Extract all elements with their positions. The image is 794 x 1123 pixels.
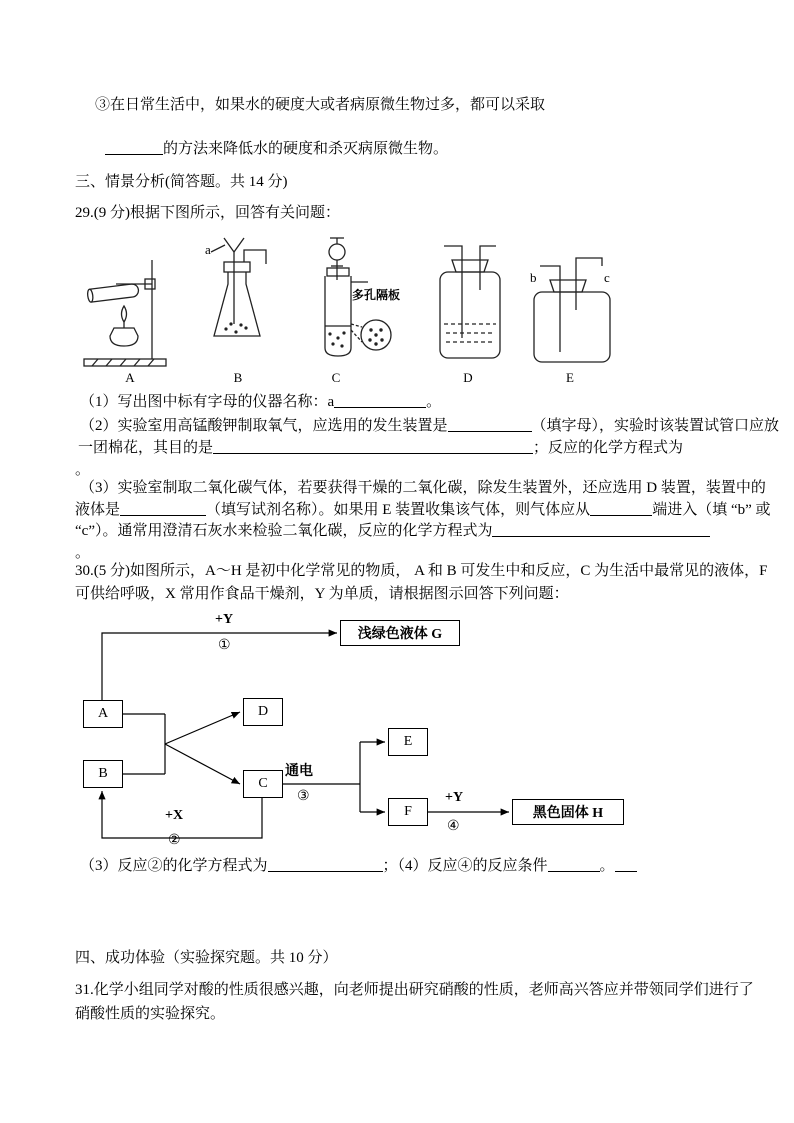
- flow-box-C-label: C: [258, 776, 268, 791]
- flow-label-step4: ④: [447, 819, 460, 834]
- q29-part1-period: 。: [426, 394, 442, 410]
- answer-blank: [213, 439, 533, 454]
- q31-line2: [75, 1004, 225, 1024]
- q29-part1: [80, 392, 441, 412]
- flow-box-D-label: D: [257, 704, 269, 719]
- answer-blank: [590, 501, 652, 516]
- q30-part4-text: ；（4）反应④的反应条件: [382, 858, 548, 874]
- answer-blank: [548, 857, 600, 872]
- flow-box-G-label: 浅绿色液体 G: [357, 627, 443, 642]
- q29-part2-line2: [78, 438, 683, 458]
- intro-line-1: [95, 95, 545, 115]
- q30-stem-line1: [75, 561, 768, 581]
- q29-part2-text-c: 一团棉花，其目的是: [78, 440, 214, 456]
- flow-box-H-label: 黑色固体 H: [532, 806, 604, 821]
- apparatus-label-C: C: [331, 370, 341, 385]
- section4-heading: [75, 948, 338, 968]
- answer-blank: [492, 522, 710, 537]
- apparatus-label-B: B: [233, 370, 243, 385]
- apparatus-label-A: A: [125, 370, 135, 385]
- flow-box-D: [243, 698, 283, 726]
- answer-blank: [334, 393, 426, 408]
- apparatus-d-drawing: [440, 246, 500, 358]
- apparatus-label-D: D: [463, 370, 473, 385]
- section4-title: 四、成功体验（实验探究题。共 10 分）: [75, 950, 338, 966]
- q29-part3-text-c: （填写试剂名称）。如果用 E 装置收集该气体，则气体应从: [206, 502, 591, 518]
- flow-box-B: [83, 760, 123, 788]
- flow-label-step1: ①: [218, 638, 231, 653]
- apparatus-label-E: E: [566, 370, 574, 385]
- flow-box-G: [340, 620, 460, 646]
- q30-stem-text-2: 可供给呼吸，X 常用作食品干燥剂，Y 为单质，请根据图示回答下列问题：: [75, 586, 569, 602]
- q29-part2-period: 。: [75, 462, 91, 478]
- q29-part3-line4: [75, 543, 90, 563]
- answer-blank: [615, 857, 637, 872]
- answer-blank: [448, 417, 532, 432]
- q30-part34: [80, 856, 637, 876]
- q29-part2-line3: [75, 460, 90, 480]
- label-b: b: [530, 270, 537, 285]
- porous-plate-label: 多孔隔板: [351, 288, 401, 302]
- flow-box-A-label: A: [97, 706, 109, 721]
- flow-box-E: [388, 728, 428, 756]
- q29-part2-text-d: ；反应的化学方程式为: [533, 440, 684, 456]
- flow-box-B-label: B: [98, 766, 108, 781]
- apparatus-a-drawing: [84, 260, 166, 366]
- q29-part1-text: （1）写出图中标有字母的仪器名称：a: [80, 394, 335, 410]
- q29-part3-text-e: “c”）。通常用澄清石灰水来检验二氧化碳，反应的化学方程式为: [75, 523, 493, 539]
- flow-label-plusY2: +Y: [445, 790, 464, 805]
- flow-box-E-label: E: [403, 734, 413, 749]
- apparatus-e-drawing: [534, 258, 610, 362]
- q31-text-1: 31.化学小组同学对酸的性质很感兴趣，向老师提出研究硝酸的性质，老师高兴答应并带领同学们进行了: [75, 982, 754, 998]
- q29-part3-period: 。: [75, 545, 91, 561]
- answer-blank: [105, 140, 163, 155]
- intro-text-2: 的方法来降低水的硬度和杀灭病原微生物。: [163, 141, 449, 157]
- q30-stem-text-1: 30.(5 分)如图所示，A～H 是初中化学常见的物质， A 和 B 可发生中和反应，C 为生活中最常见的液体，F: [75, 563, 768, 579]
- q30-part3-text: （3）反应②的化学方程式为: [80, 858, 268, 874]
- flow-label-plusX: +X: [165, 808, 184, 823]
- answer-blank: [268, 857, 383, 872]
- q29-part3-line3: [75, 521, 710, 541]
- q30-part4-period: 。: [599, 858, 615, 874]
- intro-line-2: [105, 139, 448, 159]
- q29-apparatus-figure: [78, 232, 643, 390]
- intro-text-1: ③在日常生活中，如果水的硬度大或者病原微生物过多，都可以采取: [95, 97, 546, 113]
- q30-stem-line2: [75, 584, 569, 604]
- q29-part2-text-b: （填字母），实验时该装置试管口应放: [531, 418, 780, 434]
- q29-part3-line1: [80, 478, 766, 498]
- flow-label-step3: ③: [297, 789, 310, 804]
- flow-label-step2: ②: [168, 833, 181, 848]
- q29-part2-line1: [80, 416, 779, 436]
- q29-part3-line2: [75, 500, 771, 520]
- q31-text-2: 硝酸性质的实验探究。: [75, 1006, 226, 1022]
- section3-title: 三、情景分析(简答题。共 14 分): [75, 174, 288, 190]
- q30-flowchart: [75, 610, 645, 855]
- flow-box-A: [83, 700, 123, 728]
- q31-line1: [75, 980, 754, 1000]
- flow-box-C: [243, 770, 283, 798]
- flow-box-F-label: F: [404, 804, 412, 819]
- flow-label-electrolysis: 通电: [285, 764, 313, 779]
- flow-box-H: [512, 799, 624, 825]
- section3-heading: [75, 172, 288, 192]
- q29-part3-text-d: 端进入（填 “b” 或: [652, 502, 771, 518]
- answer-blank: [120, 501, 206, 516]
- q29-part3-text-b: 液体是: [75, 502, 121, 518]
- apparatus-b-drawing: [211, 238, 266, 336]
- q29-part2-text-a: （2）实验室用高锰酸钾制取氧气，应选用的发生装置是: [80, 418, 448, 434]
- flow-box-F: [388, 798, 428, 826]
- q29-part3-text-a: （3）实验室制取二氧化碳气体，若要获得干燥的二氧化碳，除发生装置外，还应选用 D 装置，装置中的: [80, 480, 766, 496]
- label-a: a: [205, 242, 211, 257]
- label-c: c: [604, 270, 610, 285]
- q29-stem: [75, 203, 340, 223]
- flow-label-plusY1: +Y: [215, 612, 234, 627]
- q29-stem-text: 29.(9 分)根据下图所示，回答有关问题：: [75, 205, 340, 221]
